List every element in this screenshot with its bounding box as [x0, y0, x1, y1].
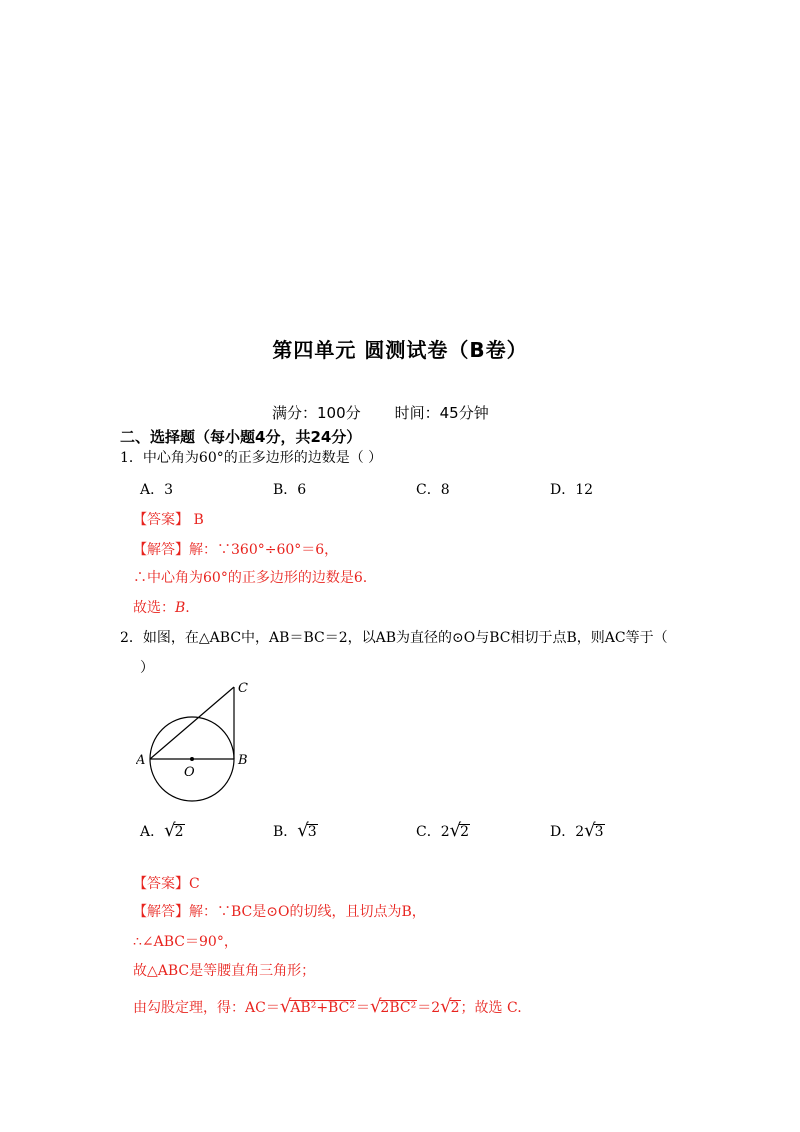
q2-explain-label: 【解答】: [133, 904, 189, 920]
geometry-figure: [136, 676, 256, 806]
q2-option-d-coef: 2: [575, 824, 585, 840]
q1-answer-label: 【答案】: [133, 512, 189, 528]
q1-answer-value: B: [193, 512, 204, 528]
q1-explain-3: [133, 597, 190, 617]
label-o: O: [184, 765, 195, 780]
q1-explain-text-1: 解：∵360°÷60°＝6，: [189, 542, 339, 558]
sqrt-symbol: √2: [449, 820, 470, 841]
label-b: B: [238, 753, 248, 768]
q2-explain-2: ∴∠ABC＝90°，: [133, 934, 238, 950]
q2-explain-1: [133, 901, 426, 921]
q1-explain-3c: .: [185, 600, 190, 616]
q2-option-c-letter: C．: [416, 824, 441, 840]
q2-option-b-radicand: 3: [307, 824, 317, 840]
q1-explain-1: [133, 539, 338, 559]
segment-ac: [150, 687, 234, 759]
q2-explain-4-radicand-3: 2: [450, 1000, 460, 1016]
q2-explain-3: 故△ABC是等腰直角三角形；: [133, 963, 316, 979]
sqrt-symbol: √2BC²: [369, 996, 417, 1017]
sqrt-symbol: √3: [297, 820, 317, 841]
q1-explain-2: ∴中心角为60°的正多边形的边数是6.: [133, 570, 368, 586]
q1-option-c: C．8: [416, 482, 450, 498]
q2-option-c: [416, 820, 470, 841]
q1-answer: [133, 509, 204, 529]
full-score: 满分：100分: [272, 404, 361, 422]
q2-option-a: [140, 820, 185, 841]
q2-option-d-letter: D．: [550, 824, 576, 840]
center-point-o: [190, 757, 194, 761]
q2-answer-label: 【答案】: [133, 876, 189, 892]
q2-explain-4: [133, 996, 522, 1017]
sqrt-symbol: √3: [584, 820, 604, 841]
q1-explain-3b: B: [175, 600, 186, 616]
q2-stem-line1: 2．如图，在△ABC中，AB＝BC＝2，以AB为直径的⊙O与BC相切于点B，则AC等于（: [120, 630, 668, 646]
q2-explain-4-eq2: ＝2: [417, 1000, 441, 1016]
q1-explain-3a: 故选：: [133, 600, 175, 616]
q2-answer-value: C: [189, 876, 200, 892]
q2-option-b-letter: B．: [273, 824, 298, 840]
q2-option-a-radicand: 2: [174, 824, 184, 840]
q1-option-a: A．3: [140, 482, 174, 498]
q2-option-c-radicand: 2: [460, 824, 470, 840]
q2-answer: [133, 873, 200, 893]
section-heading: 二、选择题（每小题4分，共24分）: [120, 428, 362, 446]
q1-option-d: D．12: [550, 482, 594, 498]
q2-option-b: [273, 820, 318, 841]
q1-stem: 1．中心角为60°的正多边形的边数是（ ）: [120, 450, 383, 466]
sqrt-symbol: √AB²+BC²: [279, 996, 355, 1017]
label-c: C: [238, 681, 248, 696]
exam-meta: [272, 402, 489, 423]
q2-explain-4-prefix: 由勾股定理，得：AC＝: [133, 1000, 280, 1016]
q2-explain-4-eq: ＝: [355, 1000, 370, 1016]
q2-explain-4-radicand-1: AB²+BC²: [290, 1000, 355, 1016]
sqrt-symbol: √2: [164, 820, 184, 841]
q2-option-d-radicand: 3: [594, 824, 604, 840]
q2-option-a-letter: A．: [140, 824, 165, 840]
q2-explain-4-radicand-2: 2BC²: [380, 1000, 417, 1016]
q1-option-b: B．6: [273, 482, 307, 498]
q2-stem-line2: ）: [140, 660, 154, 676]
q2-explain-4-suffix: ；故选 C.: [460, 1000, 522, 1016]
q2-option-d: [550, 820, 605, 841]
page-title: 第四单元 圆测试卷（B卷）: [272, 338, 528, 362]
time-limit: 时间：45分钟: [394, 404, 489, 422]
q2-option-c-coef: 2: [440, 824, 450, 840]
q2-explain-text-1: 解：∵BC是⊙O的切线，且切点为B，: [189, 904, 426, 920]
label-a: A: [136, 753, 146, 768]
sqrt-symbol: √2: [440, 996, 460, 1017]
q1-explain-label: 【解答】: [133, 542, 189, 558]
